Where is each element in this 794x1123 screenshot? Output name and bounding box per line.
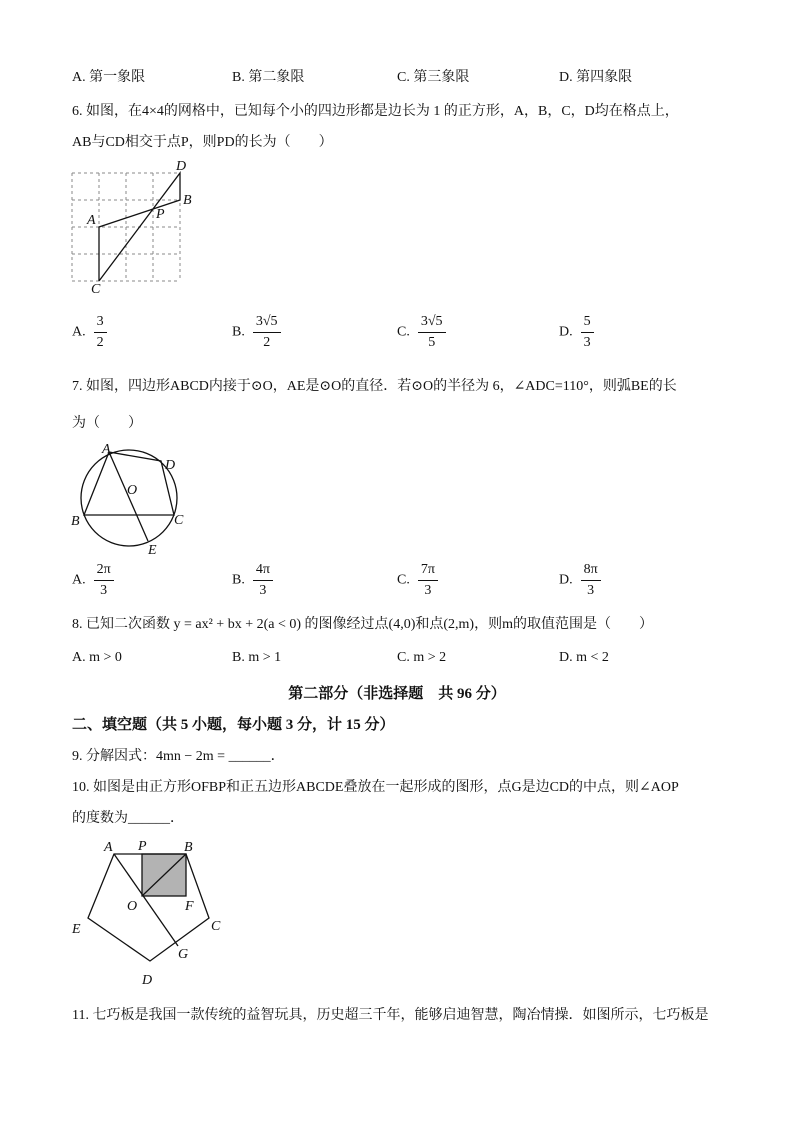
q9-stem: 9. 分解因式：4mn − 2m = ______． xyxy=(72,749,285,764)
q5-option-d: D. 第四象限 xyxy=(559,70,633,85)
q8-option-c: C. m > 2 xyxy=(397,650,447,665)
q7-label-b: B xyxy=(71,514,80,529)
q10-stem-line2: 的度数为______． xyxy=(72,811,184,826)
q7-circle-figure xyxy=(64,436,194,560)
q6-grid-figure xyxy=(64,156,204,296)
q10-label-g: G xyxy=(178,947,189,962)
q5-option-b: B. 第二象限 xyxy=(232,70,305,85)
q7-option-d: D. $\frac{8\pi}{3}$ xyxy=(559,560,601,601)
q10-label-f: F xyxy=(185,899,194,914)
q10-label-c: C xyxy=(211,919,221,934)
q7-label-c: C xyxy=(174,513,184,528)
q7-label-d: D xyxy=(165,458,176,473)
q7-label-e: E xyxy=(148,543,157,558)
q6-option-a: A. $\frac{3}{2}$ xyxy=(72,312,107,353)
section2-title: 二、填空题（共 5 小题，每小题 3 分，计 15 分） xyxy=(72,717,395,733)
q8-option-a: A. m > 0 xyxy=(72,650,122,665)
q11-stem: 11. 七巧板是我国一款传统的益智玩具，历史超三千年，能够启迪智慧，陶冶情操．如图所示，七巧板是 xyxy=(72,1008,709,1023)
q10-label-b: B xyxy=(184,840,193,855)
q10-label-e: E xyxy=(72,922,81,937)
q8-options xyxy=(72,650,732,676)
q6-label-d: D xyxy=(176,159,187,174)
q7-options xyxy=(72,560,732,608)
q6-label-a: A xyxy=(87,213,96,228)
q7-option-a: A. $\frac{2\pi}{3}$ xyxy=(72,560,114,601)
q7-option-c: C. $\frac{7\pi}{3}$ xyxy=(397,560,438,601)
q5-options xyxy=(72,66,732,92)
q6-label-p: P xyxy=(156,207,165,222)
q7-stem-line1: 7. 如图，四边形ABCD内接于⊙O，AE是⊙O的直径．若⊙O的半径为 6，∠ADC=110°，则弧BE的长 xyxy=(72,379,677,394)
q10-label-p: P xyxy=(138,839,147,854)
q8-option-b: B. m > 1 xyxy=(232,650,282,665)
q6-option-d: D. $\frac{5}{3}$ xyxy=(559,312,594,353)
part2-title: 第二部分（非选择题 共 96 分） xyxy=(288,686,506,702)
q7-option-b: B. $\frac{4\pi}{3}$ xyxy=(232,560,273,601)
q10-label-d: D xyxy=(142,973,153,988)
q6-option-c: C. $\frac{3√5}{5}$ xyxy=(397,312,446,353)
q6-stem-line2: AB与CD相交于点P，则PD的长为（ ） xyxy=(72,135,333,150)
q7-label-o: O xyxy=(127,483,138,498)
q5-option-a: A. 第一象限 xyxy=(72,70,146,85)
q7-stem-line2: 为（ ） xyxy=(72,416,142,431)
q10-pentagon-figure xyxy=(64,833,234,988)
q6-label-b: B xyxy=(183,193,192,208)
q6-options xyxy=(72,312,732,360)
q6-stem-line1: 6. 如图，在4×4的网格中，已知每个小的四边形都是边长为 1 的正方形，A，B，C，D均在格点上， xyxy=(72,104,679,119)
q5-option-c: C. 第三象限 xyxy=(397,70,470,85)
q8-option-d: D. m < 2 xyxy=(559,650,609,665)
q7-label-a: A xyxy=(102,442,111,457)
q10-label-a: A xyxy=(104,840,113,855)
q10-label-o: O xyxy=(127,899,138,914)
q8-stem: 8. 已知二次函数 y = ax² + bx + 2(a < 0) 的图像经过点(4,0)和点(2,m)，则m的取值范围是（ ） xyxy=(72,617,653,632)
q6-option-b: B. $\frac{3√5}{2}$ xyxy=(232,312,281,353)
q6-label-c: C xyxy=(91,282,101,296)
q10-stem-line1: 10. 如图是由正方形OFBP和正五边形ABCDE叠放在一起形成的图形，点G是边CD的中点，则∠AOP xyxy=(72,780,679,795)
